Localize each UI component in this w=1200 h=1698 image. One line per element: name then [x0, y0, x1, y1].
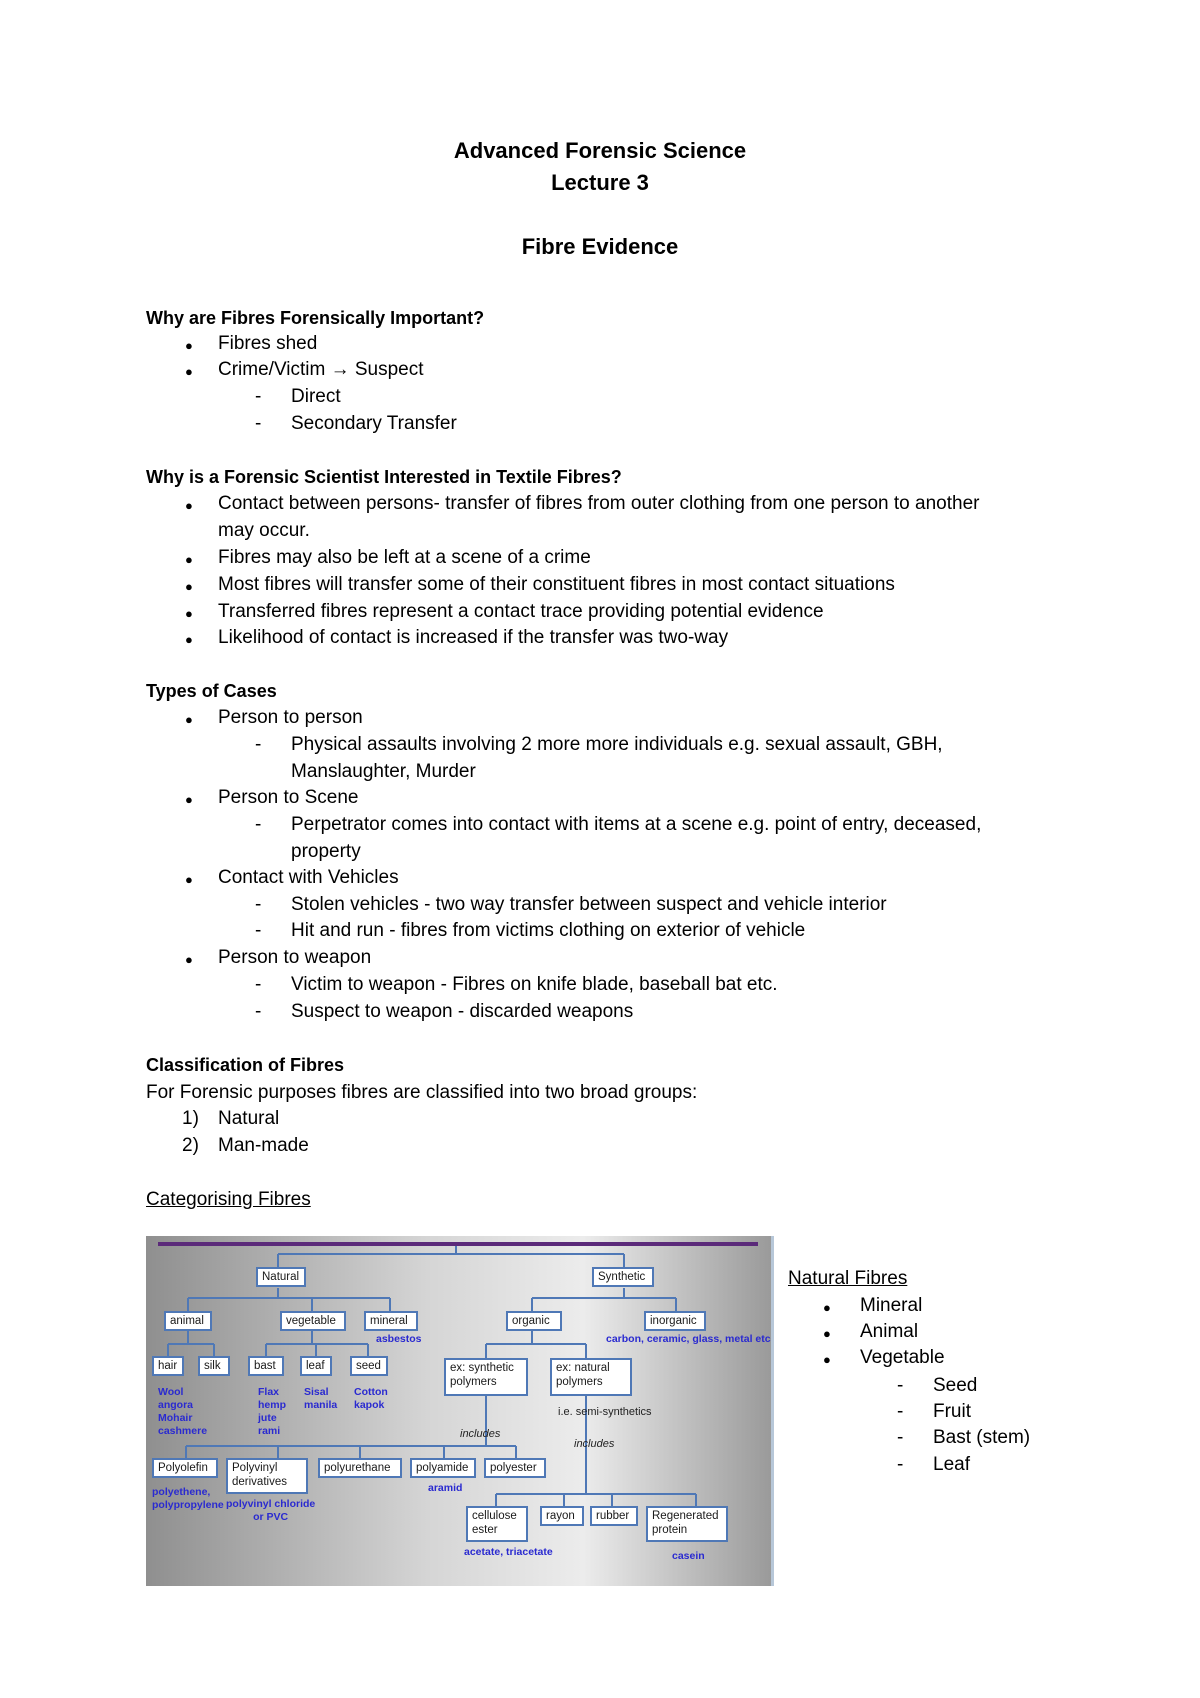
bullet: ●	[185, 579, 193, 594]
list-subitem: Bast (stem)	[933, 1427, 1031, 1448]
dash: -	[255, 974, 262, 995]
dash: -	[255, 1001, 262, 1022]
bullet: ●	[823, 1326, 831, 1341]
list-subitem-continued: property	[291, 841, 361, 862]
natural-fibres-heading: Natural Fibres	[788, 1268, 908, 1289]
list-item: Most fibres will transfer some of their constituent fibres in most contact situations	[218, 574, 895, 595]
list-subitem-continued: Manslaughter, Murder	[291, 761, 476, 782]
node-animal: animal	[164, 1311, 212, 1331]
bullet: ●	[185, 338, 193, 353]
node-polyolefin: Polyolefin	[152, 1458, 218, 1478]
note-aramid: aramid	[428, 1482, 463, 1494]
node-synthetic-polymers: ex: synthetic polymers	[444, 1358, 528, 1396]
list-item-continued: may occur.	[218, 520, 310, 541]
dash: -	[255, 386, 262, 407]
node-rubber: rubber	[590, 1506, 638, 1526]
list-item: Person to person	[218, 707, 363, 728]
node-organic: organic	[506, 1311, 562, 1331]
list-subitem: Suspect to weapon - discarded weapons	[291, 1001, 634, 1022]
node-seed: seed	[350, 1356, 388, 1376]
bullet: ●	[185, 552, 193, 567]
note-acetate: acetate, triacetate	[464, 1546, 553, 1558]
lecture-number: Lecture 3	[551, 170, 649, 195]
note-cotton: Cotton kapok	[354, 1386, 388, 1411]
label-includes: includes	[574, 1438, 615, 1450]
node-polyester: polyester	[484, 1458, 546, 1478]
note-polyethene: polyethene, polypropylene	[152, 1486, 224, 1511]
list-item: Contact between persons- transfer of fibres from outer clothing from one person to another	[218, 493, 980, 514]
node-natural: Natural	[256, 1267, 306, 1287]
node-silk: silk	[198, 1356, 230, 1376]
node-cellulose-ester: cellulose ester	[466, 1506, 528, 1542]
list-subitem: Leaf	[933, 1454, 970, 1475]
bullet: ●	[185, 364, 193, 379]
document-title: Advanced Forensic Science	[453, 138, 747, 163]
node-polyurethane: polyurethane	[318, 1458, 402, 1478]
node-regenerated-protein: Regenerated protein	[646, 1506, 728, 1542]
list-subitem: Seed	[933, 1375, 978, 1396]
node-synthetic: Synthetic	[592, 1267, 654, 1287]
list-subitem: Secondary Transfer	[291, 413, 457, 434]
list-number: 2)	[182, 1135, 199, 1156]
label-includes: includes	[460, 1428, 501, 1440]
dash: -	[255, 734, 262, 755]
paragraph: For Forensic purposes fibres are classified into two broad groups:	[146, 1082, 698, 1103]
list-subitem: Fruit	[933, 1401, 971, 1422]
diagram-top-bar	[158, 1242, 758, 1246]
list-item: Likelihood of contact is increased if the transfer was two-way	[218, 627, 729, 648]
list-subitem: Hit and run - fibres from victims clothing on exterior of vehicle	[291, 920, 806, 941]
node-polyamide: polyamide	[410, 1458, 476, 1478]
list-number: 1)	[182, 1108, 199, 1129]
node-leaf: leaf	[300, 1356, 332, 1376]
list-subitem: Perpetrator comes into contact with items at a scene e.g. point of entry, deceased,	[291, 814, 982, 835]
list-item: Contact with Vehicles	[218, 867, 399, 888]
node-polyvinyl: Polyvinyl derivatives	[226, 1458, 308, 1494]
list-item: Fibres shed	[218, 333, 318, 354]
topic-title: Fibre Evidence	[521, 234, 679, 259]
node-rayon: rayon	[540, 1506, 584, 1526]
list-item: Transferred fibres represent a contact trace providing potential evidence	[218, 601, 824, 622]
bullet: ●	[185, 498, 193, 513]
section-heading-interest: Why is a Forensic Scientist Interested in Textile Fibres?	[146, 467, 622, 487]
list-item: Crime/Victim → Suspect	[218, 359, 424, 380]
node-vegetable: vegetable	[280, 1311, 346, 1331]
fibre-classification-diagram	[146, 1236, 774, 1586]
list-subitem: Stolen vehicles - two way transfer between suspect and vehicle interior	[291, 894, 887, 915]
list-subitem: Physical assaults involving 2 more more individuals e.g. sexual assault, GBH,	[291, 734, 943, 755]
list-item: Mineral	[860, 1295, 923, 1316]
list-item: Vegetable	[860, 1347, 945, 1368]
dash: -	[897, 1375, 904, 1396]
node-bast: bast	[248, 1356, 284, 1376]
note-asbestos: asbestos	[376, 1333, 422, 1345]
section-heading-classification: Classification of Fibres	[146, 1055, 345, 1075]
node-hair: hair	[152, 1356, 184, 1376]
dash: -	[897, 1427, 904, 1448]
section-heading-types: Types of Cases	[146, 681, 277, 701]
bullet: ●	[823, 1352, 831, 1367]
list-item: Person to Scene	[218, 787, 359, 808]
list-item: Man-made	[218, 1135, 309, 1156]
bullet: ●	[185, 872, 193, 887]
dash: -	[255, 920, 262, 941]
bullet: ●	[185, 712, 193, 727]
bullet: ●	[185, 606, 193, 621]
note-flax: Flax hemp jute rami	[258, 1386, 287, 1437]
list-item: Natural	[218, 1108, 280, 1129]
bullet: ●	[823, 1300, 831, 1315]
dash: -	[897, 1454, 904, 1475]
section-heading-importance: Why are Fibres Forensically Important?	[146, 308, 485, 328]
dash: -	[255, 814, 262, 835]
list-subitem: Victim to weapon - Fibres on knife blade, baseball bat etc.	[291, 974, 778, 995]
bullet: ●	[185, 792, 193, 807]
node-mineral: mineral	[364, 1311, 418, 1331]
note-sisal: Sisal manila	[304, 1386, 338, 1411]
categorising-heading: Categorising Fibres	[146, 1189, 311, 1210]
list-subitem: Direct	[291, 386, 341, 407]
note-carbon: carbon, ceramic, glass, metal etc	[606, 1333, 771, 1345]
list-item: Person to weapon	[218, 947, 372, 968]
bullet: ●	[185, 632, 193, 647]
list-item: Animal	[860, 1321, 919, 1342]
note-casein: casein	[672, 1550, 705, 1562]
dash: -	[255, 413, 262, 434]
dash: -	[897, 1401, 904, 1422]
note-wool: Wool angora Mohair cashmere	[158, 1386, 208, 1437]
list-item: Fibres may also be left at a scene of a crime	[218, 547, 591, 568]
node-inorganic: inorganic	[644, 1311, 706, 1331]
dash: -	[255, 894, 262, 915]
bullet: ●	[185, 952, 193, 967]
note-pvc: polyvinyl chloride or PVC	[226, 1498, 316, 1523]
node-natural-polymers: ex: natural polymers	[550, 1358, 632, 1396]
label-semi-synthetics: i.e. semi-synthetics	[558, 1406, 652, 1418]
